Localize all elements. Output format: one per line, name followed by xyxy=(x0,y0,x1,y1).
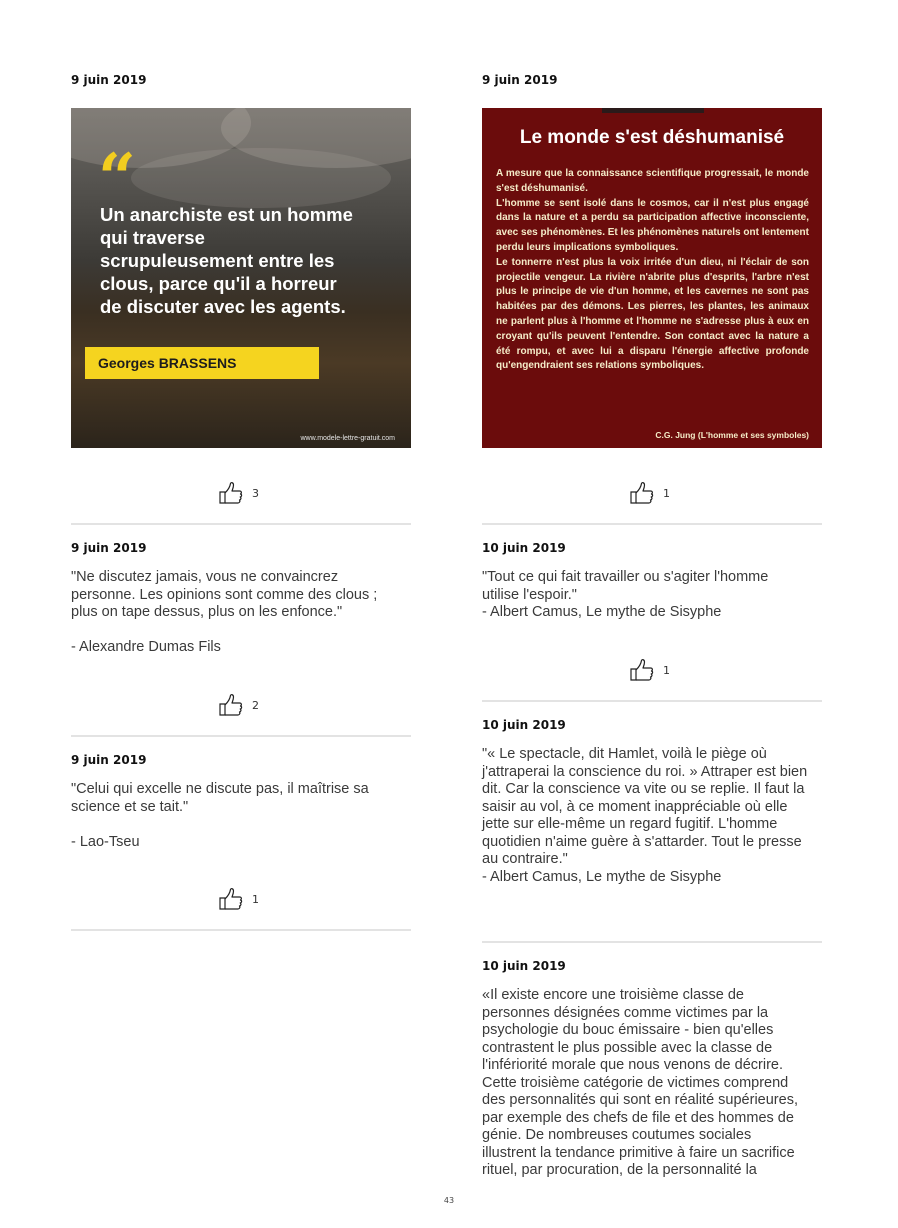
image-citation: C.G. Jung (L'homme et ses symboles) xyxy=(655,430,809,440)
like-count: 3 xyxy=(252,486,259,500)
thumbs-up-icon xyxy=(218,693,244,717)
like-count: 1 xyxy=(663,486,670,500)
like-button[interactable] xyxy=(218,481,259,505)
post-text: "Ne discutez jamais, vous ne convaincrez personne. Les opinions sont comme des clous ; plus on tape dessus, plus on les enfonce." - Alexandre Dumas Fils xyxy=(71,569,378,655)
post-date: 9 juin 2019 xyxy=(482,73,558,87)
quote-image-brassens xyxy=(71,108,411,448)
thumbs-up-icon xyxy=(218,481,244,505)
post-text: «Il existe encore une troisième classe de personnes désignées comme victimes par la psychologie du bouc émissaire - bien qu'elles contrastent le plus possible avec la classe de l'infériorité morale que nous venons de décrire. Cette troisième catégorie de victimes comprend des personnalités qui sont en réalité supérieures, par exemple des chefs de file et des hommes de génie. De nombreuses coutumes sociales illustrent la tendance primitive à faire un sacrifice rituel, par procuration, de la personnalité la xyxy=(482,987,798,1178)
post-date: 9 juin 2019 xyxy=(71,541,147,555)
divider xyxy=(482,700,822,702)
like-count: 2 xyxy=(252,698,259,712)
like-count: 1 xyxy=(663,663,670,677)
like-button[interactable] xyxy=(218,693,259,717)
image-watermark: www.modele-lettre-gratuit.com xyxy=(300,435,395,442)
post-date: 10 juin 2019 xyxy=(482,718,566,732)
quote-mark-icon: “ xyxy=(98,139,136,217)
divider xyxy=(71,735,411,737)
divider xyxy=(482,941,822,943)
post-date: 10 juin 2019 xyxy=(482,959,566,973)
like-button[interactable] xyxy=(629,481,670,505)
thumbs-up-icon xyxy=(629,481,655,505)
image-quote-text: Un anarchiste est un homme qui traverse scrupuleusement entre les clous, parce qu'il a horreur de discuter avec les agents. xyxy=(100,204,353,317)
image-body-text: A mesure que la connaissance scientifique progressait, le monde s'est déshumanisé. L'homme se sent isolé dans le cosmos, car il n'est plus engagé dans la nature et a perdu sa participation affective inconsciente, avec ses phénomènes. Et les phénomènes naturels ont lentement perdu leurs implications symboliques. Le tonnerre n'est plus la voix irritée d'un dieu, ni l'éclair de son projectile vengeur. La rivière n'abrite plus d'esprits, l'arbre n'est plus le principe de vie d'un homme, et les cavernes ne sont pas habitées par des démons. Les pierres, les plantes, les animaux ne parlent plus à l'homme et l'homme ne s'adresse plus à eux en croyant qu'ils peuvent l'entendre. Son contact avec la nature a été rompu, et avec lui a disparu l'énergie affective profonde qu'engendraient ses relations symboliques. xyxy=(496,168,809,372)
image-author-banner: Georges BRASSENS xyxy=(85,347,319,379)
post-text: "Tout ce qui fait travailler ou s'agiter l'homme utilise l'espoir." - Albert Camus, Le mythe de Sisyphe xyxy=(482,569,769,620)
post-date: 9 juin 2019 xyxy=(71,753,147,767)
like-button[interactable] xyxy=(218,887,259,911)
post-text: "Celui qui excelle ne discute pas, il maîtrise sa science et se tait." - Lao-Tseu xyxy=(71,781,369,850)
divider xyxy=(482,523,822,525)
thumbs-up-icon xyxy=(629,658,655,682)
divider xyxy=(71,523,411,525)
image-title: Le monde s'est déshumanisé xyxy=(519,127,785,148)
like-button[interactable] xyxy=(629,658,670,682)
post-date: 10 juin 2019 xyxy=(482,541,566,555)
quote-image-jung xyxy=(482,108,822,448)
post-date: 9 juin 2019 xyxy=(71,73,147,87)
like-count: 1 xyxy=(252,892,259,906)
post-text: "« Le spectacle, dit Hamlet, voilà le piège où j'attraperai la conscience du roi. » Attraper est bien dit. Car la conscience va vite ou se replie. Il faut la saisir au vol, à ce moment inappréciable où elle jette sur elle-même un regard fugitif. L'homme quotidien n'aime guère à s'attarder. Tout le presse au contraire." - Albert Camus, Le mythe de Sisyphe xyxy=(482,746,808,885)
thumbs-up-icon xyxy=(218,887,244,911)
divider xyxy=(71,929,411,931)
page-number: 43 xyxy=(443,1196,455,1205)
